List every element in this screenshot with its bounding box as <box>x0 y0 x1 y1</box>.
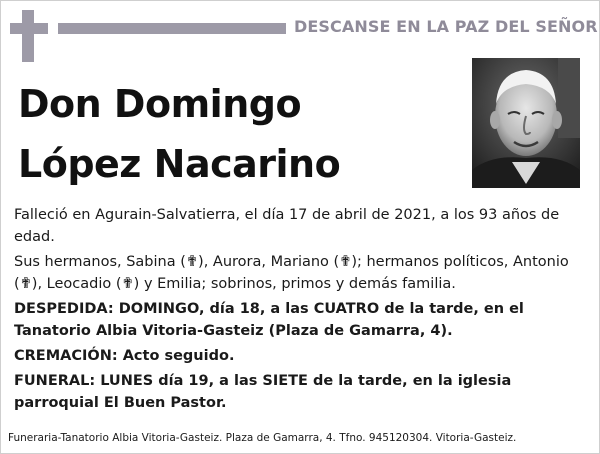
death-notice-paragraph: Falleció en Agurain-Salvatierra, el día 17 de abril de 2021, a los 93 años de edad. <box>14 207 560 245</box>
portrait-photo <box>472 58 580 188</box>
deceased-name-line1: Don Domingo <box>18 82 302 126</box>
deceased-name-line2: López Nacarino <box>18 142 341 186</box>
despedida-paragraph: DESPEDIDA: DOMINGO, día 18, a las CUATRO de la tarde, en el Tanatorio Albia Vitoria-Gasteiz (Plaza de Gamarra, 4). <box>14 301 524 339</box>
header-title: DESCANSE EN LA PAZ DEL SEÑOR <box>294 17 598 36</box>
family-paragraph: Sus hermanos, Sabina (✟), Aurora, Mariano (✟); hermanos políticos, Antonio (✟), Leocadio (✟) y Emilia; sobrinos, primos y demás familia. <box>14 254 569 292</box>
cross-icon-vertical <box>22 10 34 62</box>
cross-icon-horizontal <box>10 23 48 34</box>
funeral-home-footer: Funeraria-Tanatorio Albia Vitoria-Gasteiz. Plaza de Gamarra, 4. Tfno. 945120304. Vitoria-Gasteiz. <box>8 432 517 444</box>
header-divider-bar <box>58 23 286 34</box>
funeral-paragraph: FUNERAL: LUNES día 19, a las SIETE de la tarde, en la iglesia parroquial El Buen Pastor. <box>14 373 512 411</box>
obituary-body <box>14 204 574 417</box>
cremacion-paragraph: CREMACIÓN: Acto seguido. <box>14 348 235 364</box>
